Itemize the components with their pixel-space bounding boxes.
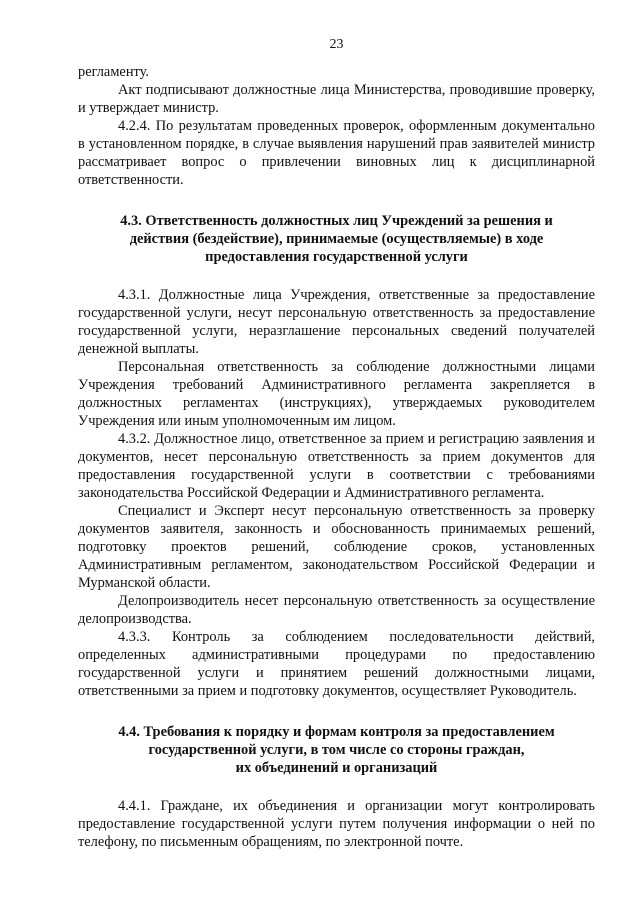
paragraph-4-3-1: 4.3.1. Должностные лица Учреждения, ответственные за предоставление государственной услуги, несут персональную ответственность за предоставление государственной услуги, неразглашение персональных сведений получателей денежной выплаты. (78, 287, 595, 357)
heading-line: государственной услуги, в том числе со стороны граждан, (148, 742, 525, 758)
heading-line: предоставления государственной услуги (205, 249, 468, 265)
section-heading-4-3 (78, 212, 595, 266)
paragraph-4-2-4: 4.2.4. По результатам проведенных проверок, оформленным документально в установленном порядке, в случае выявления нарушений прав заявителей министр рассматривает вопрос о привлечении виновных лиц к дисциплинарной ответственности. (78, 118, 595, 188)
paragraph-4-3-2: 4.3.2. Должностное лицо, ответственное за прием и регистрацию заявления и документов, несет персональную ответственность за прием документов для предоставления государственной услуги в соответствии с требованиями законодательства Российской Федерации и Административного регламента. (78, 431, 595, 501)
page-number: 23 (329, 37, 344, 52)
paragraph-continuation: регламенту. (78, 64, 149, 80)
paragraph-4-4-1: 4.4.1. Граждане, их объединения и организации могут контролировать предоставление государственной услуги путем получения информации о ней по телефону, по письменным обращениям, по электронной почте. (78, 798, 595, 850)
paragraph-4-3-3: 4.3.3. Контроль за соблюдением последовательности действий, определенных административными процедурами по предоставлению государственной услуги и принятием решений должностными лицами, ответственными за прием и подготовку документов, осуществляет Руководитель. (78, 629, 595, 699)
paragraph-personal-responsibility: Персональная ответственность за соблюдение должностными лицами Учреждения требований Административного регламента закрепляется в должностных регламентах (инструкциях), утверждаемых руководителем Учреждения или иным уполномоченным им лицом. (78, 359, 595, 429)
paragraph-records-clerk: Делопроизводитель несет персональную ответственность за осуществление делопроизводства. (78, 593, 595, 627)
heading-line: 4.4. Требования к порядку и формам контроля за предоставлением (118, 724, 555, 740)
heading-line: 4.3. Ответственность должностных лиц Учреждений за решения и (120, 213, 553, 229)
heading-line: действия (бездействие), принимаемые (осуществляемые) в ходе (129, 231, 544, 247)
heading-line: их объединений и организаций (235, 760, 438, 776)
section-heading-4-4 (78, 723, 595, 777)
paragraph-act-signing: Акт подписывают должностные лица Министерства, проводившие проверку, и утверждает министр. (78, 82, 595, 116)
paragraph-specialist-expert: Специалист и Эксперт несут персональную ответственность за проверку документов заявителя, законность и обоснованность принимаемых решений, подготовку проектов решений, соблюдение сроков, установленных Административным регламентом, законодательством Российской Федерации и Мурманской области. (78, 503, 595, 591)
document-body (78, 63, 595, 851)
